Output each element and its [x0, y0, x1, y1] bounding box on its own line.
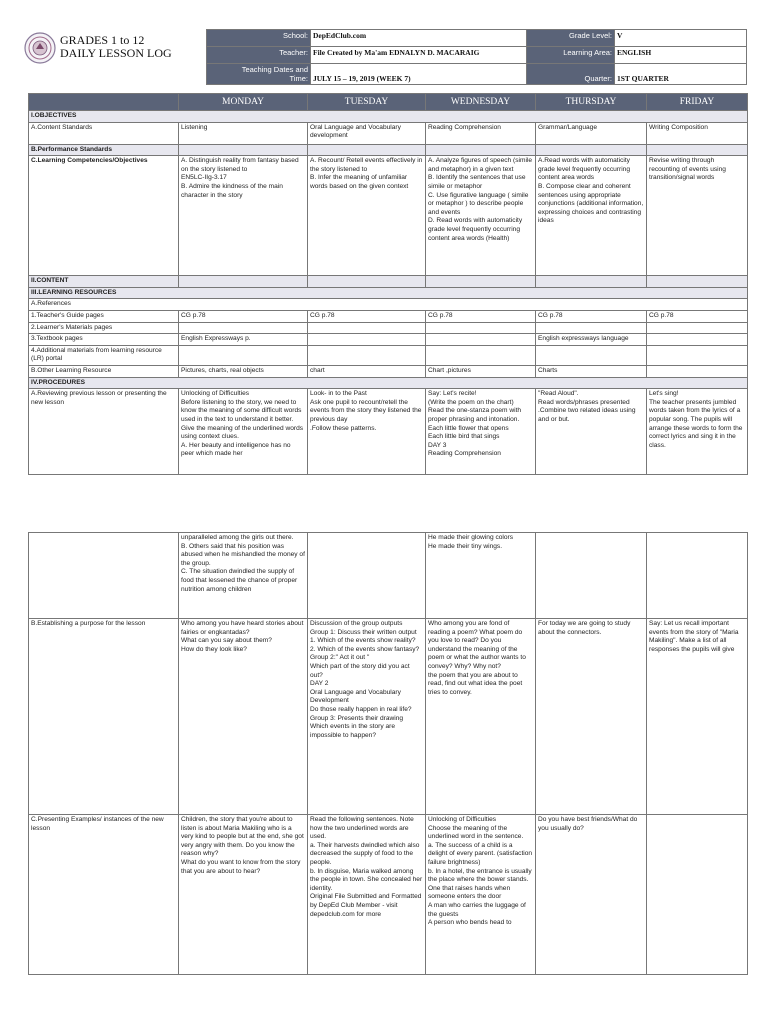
teacher-value: File Created by Ma'am EDNALYN D. MACARAIG: [311, 47, 527, 64]
teaching-dates-label-line1: Teaching Dates and: [241, 65, 308, 74]
textbook-friday: [647, 334, 748, 346]
textbook-monday: English Expressways p.: [179, 334, 308, 346]
teachers-guide-row: [29, 310, 748, 322]
content-row: [29, 276, 748, 288]
textbook-thursday: English expressways language: [536, 334, 647, 346]
content-standards-monday: Listening: [179, 122, 308, 144]
textbook-tuesday: [308, 334, 426, 346]
day-header-monday: MONDAY: [179, 94, 308, 111]
lesson-log-table-page1: [28, 93, 748, 475]
competencies-row: [29, 156, 748, 276]
presenting-tuesday: Read the following sentences. Note how the two underlined words are used. a. Their harvests dwindled which also decreased the supply of food to the people. b. In disguise, Maria walked among the people in town. She concealed her identity. Original File Submitted and Formatted by DepEd Club Member - visit depedclub.com for more: [308, 815, 426, 975]
objectives-row: [29, 111, 748, 123]
learning-area-value: ENGLISH: [615, 47, 747, 64]
other-resources-row: [29, 365, 748, 377]
teachers-guide-monday: CG p.78: [179, 310, 308, 322]
form-title-line1: GRADES 1 to 12: [60, 33, 145, 47]
reviewing-continued-friday: [647, 533, 748, 619]
reviewing-tuesday: Look- in to the Past Ask one pupil to recount/retell the events from the story they listened the previous day .Follow these patterns.: [308, 389, 426, 475]
teaching-dates-label: [207, 64, 311, 85]
content-standards-friday: Writing Composition: [647, 122, 748, 144]
content-standards-label: A.Content Standards: [29, 122, 179, 144]
other-resources-tuesday: chart: [308, 365, 426, 377]
other-resources-thursday: Charts: [536, 365, 647, 377]
reviewing-continued-tuesday: [308, 533, 426, 619]
teachers-guide-label: 1.Teacher's Guide pages: [29, 310, 179, 322]
page-1: [0, 0, 768, 480]
content-standards-wednesday: Reading Comprehension: [426, 122, 536, 144]
objectives-heading: I.OBJECTIVES: [29, 111, 748, 123]
reviewing-continued-label: [29, 533, 179, 619]
purpose-tuesday: Discussion of the group outputs Group 1: Discuss their written output 1. Which of the events show reality? 2. Which of the events show fantasy? Group 2:" Act it out " Which part of the story did you act out? DAY 2 Oral Language and Vocabulary Development Do those really happen in real life? Group 3: Presents their drawing Which events in the story are impossible to happen?: [308, 619, 426, 815]
deped-seal-icon: [24, 32, 56, 64]
performance-standards-label: B.Performance Standards: [29, 144, 179, 156]
reviewing-continued-row: [29, 533, 748, 619]
teacher-label: Teacher:: [207, 47, 311, 64]
presenting-thursday: Do you have best friends/What do you usually do?: [536, 815, 647, 975]
teaching-dates-value: JULY 15 – 19, 2019 (WEEK 7): [311, 64, 527, 85]
purpose-label: B.Establishing a purpose for the lesson: [29, 619, 179, 815]
reviewing-continued-monday: unparalleled among the girls out there. B. Others said that his position was abused when he mishandled the money of the group. C. The situation dwindled the supply of food that lessened the chance of proper nutrition among children: [179, 533, 308, 619]
learners-materials-label: 2.Learner's Materials pages: [29, 322, 179, 334]
grade-level-label: Grade Level:: [527, 30, 615, 47]
school-label: School:: [207, 30, 311, 47]
textbook-label: 3.Textbook pages: [29, 334, 179, 346]
other-resources-monday: Pictures, charts, real objects: [179, 365, 308, 377]
presenting-wednesday: Unlocking of Difficulties Choose the meaning of the underlined word in the sentence. a. The success of a child is a delight of every parent. (satisfaction failure brightness) b. In a hotel, the entrance is usually the place where the bower stands. One that raises hands when someone enters the door A man who carries the luggage of the guests A person who bends head to: [426, 815, 536, 975]
day-header-row: [29, 94, 748, 111]
purpose-friday: Say: Let us recall important events from the story of "Maria Makiling". Make a list of all responses the pupils will give: [647, 619, 748, 815]
additional-materials-row: [29, 345, 748, 365]
form-title-line2: DAILY LESSON LOG: [60, 46, 172, 60]
purpose-monday: Who among you have heard stories about fairies or engkantadas? What can you say about them? How do they look like?: [179, 619, 308, 815]
learning-resources-row: [29, 287, 748, 299]
day-header-friday: FRIDAY: [647, 94, 748, 111]
reviewing-continued-wednesday: He made their glowing colors He made their tiny wings.: [426, 533, 536, 619]
presenting-friday: [647, 815, 748, 975]
reviewing-label: A.Reviewing previous lesson or presenting the new lesson: [29, 389, 179, 475]
content-heading: II.CONTENT: [29, 276, 179, 288]
teachers-guide-tuesday: CG p.78: [308, 310, 426, 322]
other-resources-wednesday: Chart ,pictures: [426, 365, 536, 377]
school-value: DepEdClub.com: [311, 30, 527, 47]
day-header-blank: [29, 94, 179, 111]
lesson-log-table-page2: [28, 532, 748, 975]
other-resources-friday: [647, 365, 748, 377]
references-row: [29, 299, 748, 311]
reviewing-friday: Let's sing! The teacher presents jumbled words taken from the lyrics of a popular song. The pupils will arrange these words to form the correct lyrics and sing it in the class.: [647, 389, 748, 475]
reviewing-continued-thursday: [536, 533, 647, 619]
reviewing-wednesday: Say: Let's recite! (Write the poem on the chart) Read the one-stanza poem with proper phrasing and intonation. Each little flower that opens Each little bird that sings DAY 3 Reading Comprehension: [426, 389, 536, 475]
purpose-row: [29, 619, 748, 815]
day-header-thursday: THURSDAY: [536, 94, 647, 111]
content-standards-tuesday: Oral Language and Vocabulary development: [308, 122, 426, 144]
learning-resources-heading: III.LEARNING RESOURCES: [29, 287, 748, 299]
quarter-label: Quarter:: [527, 64, 615, 85]
performance-standards-row: [29, 144, 748, 156]
presenting-monday: Children, the story that you're about to listen is about Maria Makiling who is a very kind to people but at the end, she got very angry with them. Do you know the reason why? What do you want to know from the story that you are about to hear?: [179, 815, 308, 975]
day-header-tuesday: TUESDAY: [308, 94, 426, 111]
competencies-tuesday: A. Recount/ Retell events effectively in the story listened to B. Infer the meaning of unfamiliar words based on the given context: [308, 156, 426, 276]
learners-materials-row: [29, 322, 748, 334]
purpose-wednesday: Who among you are fond of reading a poem? What poem do you love to read? Do you understand the meaning of the poem or what the author wants to convey? Why? Why not? the poem that you are about to read, find out what idea the poet tries to convey.: [426, 619, 536, 815]
reviewing-monday: Unlocking of Difficulties Before listening to the story, we need to know the meaning of some difficult words used in the text to understand it better. Give the meaning of the underlined words using context clues. A. Her beauty and intelligence has no peer which made her: [179, 389, 308, 475]
day-header-wednesday: WEDNESDAY: [426, 94, 536, 111]
quarter-value: 1ST QUARTER: [615, 64, 747, 85]
content-standards-thursday: Grammar/Language: [536, 122, 647, 144]
purpose-thursday: For today we are going to study about the connectors.: [536, 619, 647, 815]
procedures-row: [29, 377, 748, 389]
competencies-label: C.Learning Competencies/Objectives: [29, 156, 179, 276]
content-standards-row: [29, 122, 748, 144]
competencies-monday: A. Distinguish reality from fantasy based on the story listened to EN5LC-IIg-3.17 B. Admire the kindness of the main character in the story: [179, 156, 308, 276]
competencies-friday: Revise writing through recounting of events using transition/signal words: [647, 156, 748, 276]
header-info-table: [206, 29, 747, 85]
teaching-dates-label-line2: Time:: [289, 74, 308, 83]
grade-level-value: V: [615, 30, 747, 47]
presenting-row: [29, 815, 748, 975]
form-title: [60, 34, 172, 60]
competencies-thursday: A.Read words with automaticity grade level frequently occurring content area words B. Compose clear and coherent sentences using appropriate conjunctions (additional information, expressing choices and contrasting ideas: [536, 156, 647, 276]
teachers-guide-wednesday: CG p.78: [426, 310, 536, 322]
teachers-guide-thursday: CG p.78: [536, 310, 647, 322]
presenting-label: C.Presenting Examples/ instances of the new lesson: [29, 815, 179, 975]
textbook-row: [29, 334, 748, 346]
references-heading: A.References: [29, 299, 748, 311]
procedures-heading: IV.PROCEDURES: [29, 377, 748, 389]
reviewing-thursday: "Read Aloud". Read words/phrases presented .Combine two related ideas using and or but.: [536, 389, 647, 475]
teachers-guide-friday: CG p.78: [647, 310, 748, 322]
learning-area-label: Learning Area:: [527, 47, 615, 64]
reviewing-row: [29, 389, 748, 475]
competencies-wednesday: A. Analyze figures of speech (simile and metaphor) in a given text B. Identify the sentences that use simile or metaphor C. Use figurative language ( simile or metaphor ) to describe people and events D. Read words with automaticity grade level frequently occurring content area words (Health): [426, 156, 536, 276]
additional-materials-label: 4.Additional materials from learning resource (LR) portal: [29, 345, 179, 365]
textbook-wednesday: [426, 334, 536, 346]
other-resources-label: B.Other Learning Resource: [29, 365, 179, 377]
